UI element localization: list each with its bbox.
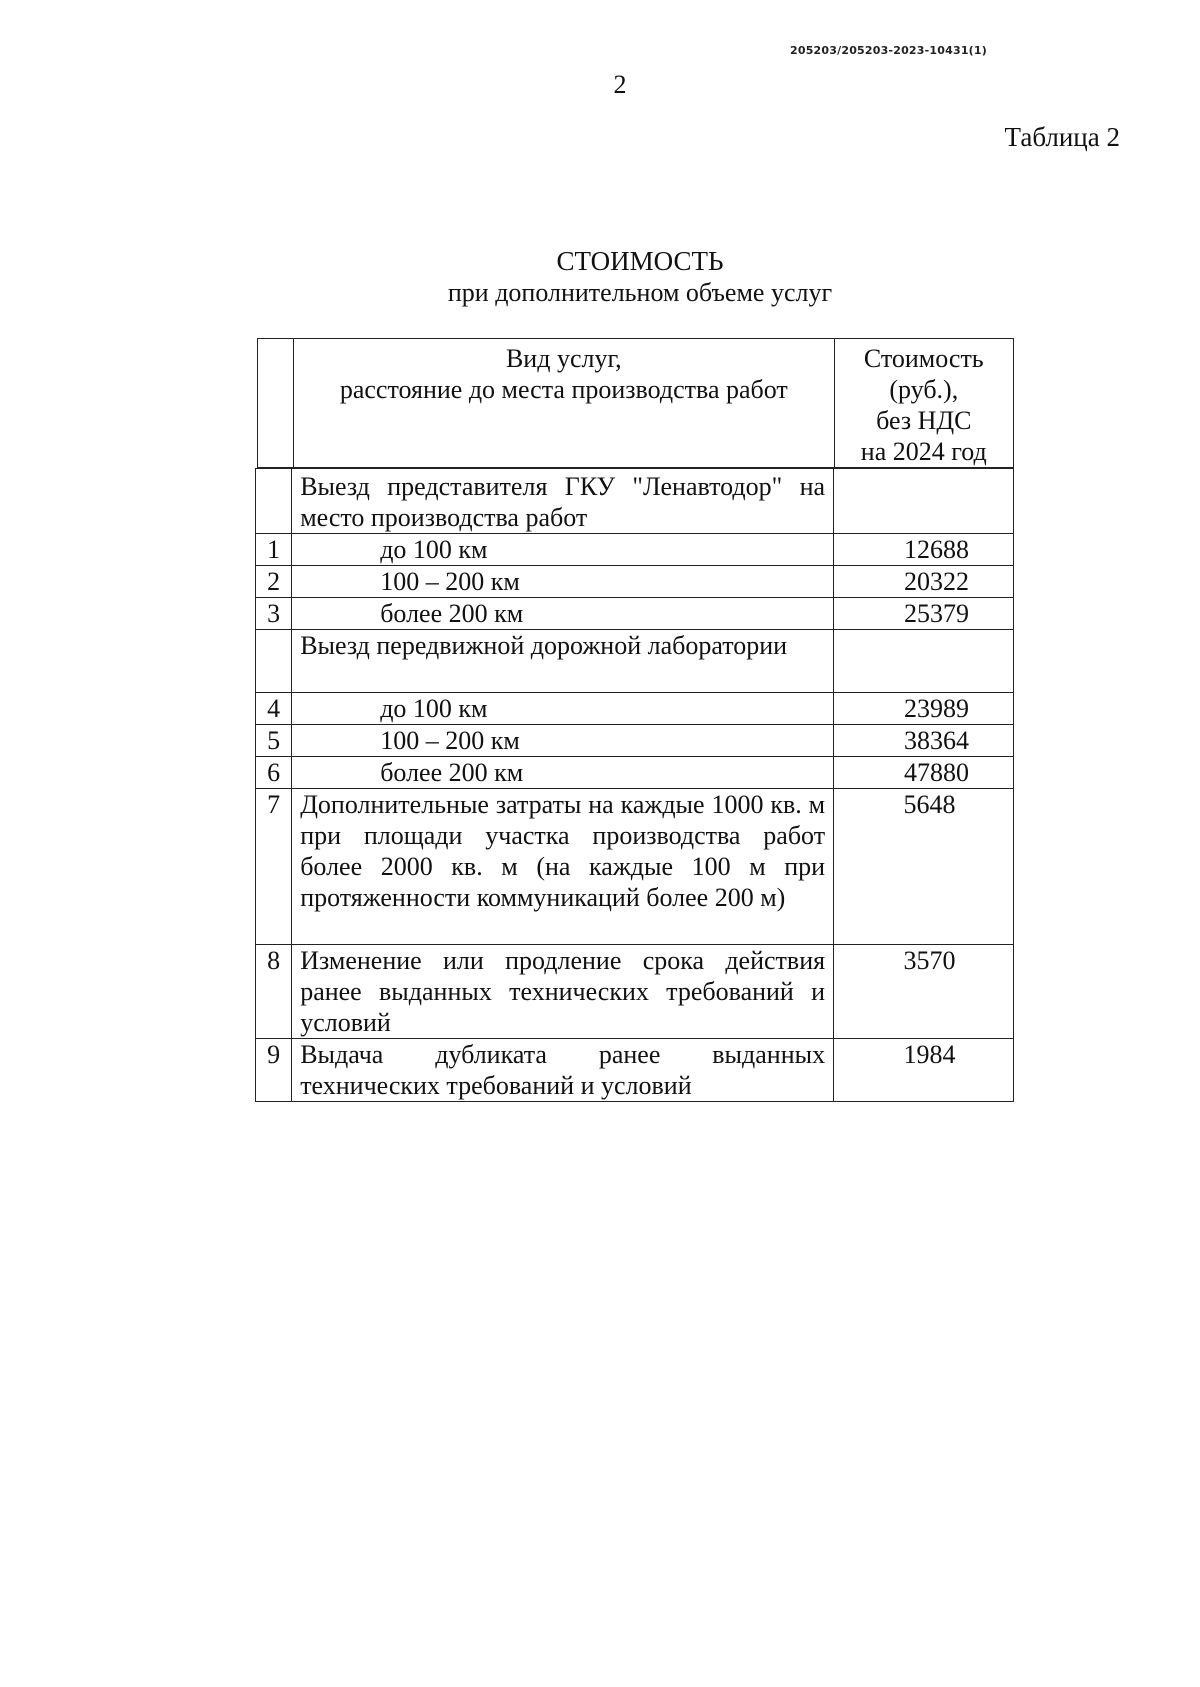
row-description: Выдача дубликата ранее выданных технических требований и условий (292, 1039, 834, 1102)
row-description: Выезд представителя ГКУ "Ленавтодор" на место производства работ (292, 469, 834, 534)
row-number: 7 (256, 789, 292, 945)
document-id: 205203/205203-2023-10431(1) (790, 44, 987, 57)
row-description: более 200 км (292, 598, 834, 630)
row-cost (834, 469, 1014, 534)
table-row (256, 725, 1014, 757)
row-description: 100 – 200 км (292, 725, 834, 757)
table-row (256, 469, 1014, 534)
row-cost: 47880 (834, 757, 1014, 789)
row-number: 3 (256, 598, 292, 630)
table-row (256, 945, 1014, 1039)
row-number: 8 (256, 945, 292, 1039)
row-cost: 20322 (834, 566, 1014, 598)
table-row (256, 1039, 1014, 1102)
table-row (256, 566, 1014, 598)
row-cost: 3570 (834, 945, 1014, 1039)
row-cost: 12688 (834, 534, 1014, 566)
row-number: 4 (256, 693, 292, 725)
header-row (258, 339, 1014, 468)
row-cost: 23989 (834, 693, 1014, 725)
table-header (257, 338, 1014, 468)
row-number: 5 (256, 725, 292, 757)
row-number: 1 (256, 534, 292, 566)
table-row (256, 630, 1014, 693)
table-row (256, 598, 1014, 630)
document-subtitle: при дополнительном объеме услуг (447, 278, 833, 307)
row-description: Выезд передвижной дорожной лаборатории (292, 630, 834, 693)
table-row (256, 789, 1014, 945)
row-number (256, 630, 292, 693)
table-row (256, 534, 1014, 566)
row-description: более 200 км (292, 757, 834, 789)
row-cost (834, 630, 1014, 693)
row-cost: 25379 (834, 598, 1014, 630)
row-cost: 5648 (834, 789, 1014, 945)
table-row (256, 757, 1014, 789)
header-service-cell (294, 339, 834, 468)
row-number: 6 (256, 757, 292, 789)
row-cost: 38364 (834, 725, 1014, 757)
header-cost-cell (834, 339, 1013, 468)
header-service-text: Вид услуг, расстояние до места производства работ (339, 344, 788, 404)
table-label: Таблица 2 (1004, 122, 1120, 152)
row-description: до 100 км (292, 534, 834, 566)
row-cost: 1984 (834, 1039, 1014, 1102)
row-description: до 100 км (292, 693, 834, 725)
row-number: 9 (256, 1039, 292, 1102)
header-num-cell (258, 339, 294, 468)
row-description: 100 – 200 км (292, 566, 834, 598)
document-title: СТОИМОСТЬ (556, 246, 724, 276)
page-number: 2 (613, 70, 627, 99)
row-description: Дополнительные затраты на каждые 1000 кв. м при площади участка производства работ более 2000 кв. м (на каждые 100 м при протяженности коммуникаций более 200 м) (292, 789, 834, 945)
table-row (256, 693, 1014, 725)
row-description: Изменение или продление срока действия ранее выданных технических требований и условий (292, 945, 834, 1039)
row-number (256, 469, 292, 534)
cost-table (255, 468, 1014, 1102)
row-number: 2 (256, 566, 292, 598)
header-cost-text: Стоимость (руб.), без НДС на 2024 год (860, 344, 987, 466)
